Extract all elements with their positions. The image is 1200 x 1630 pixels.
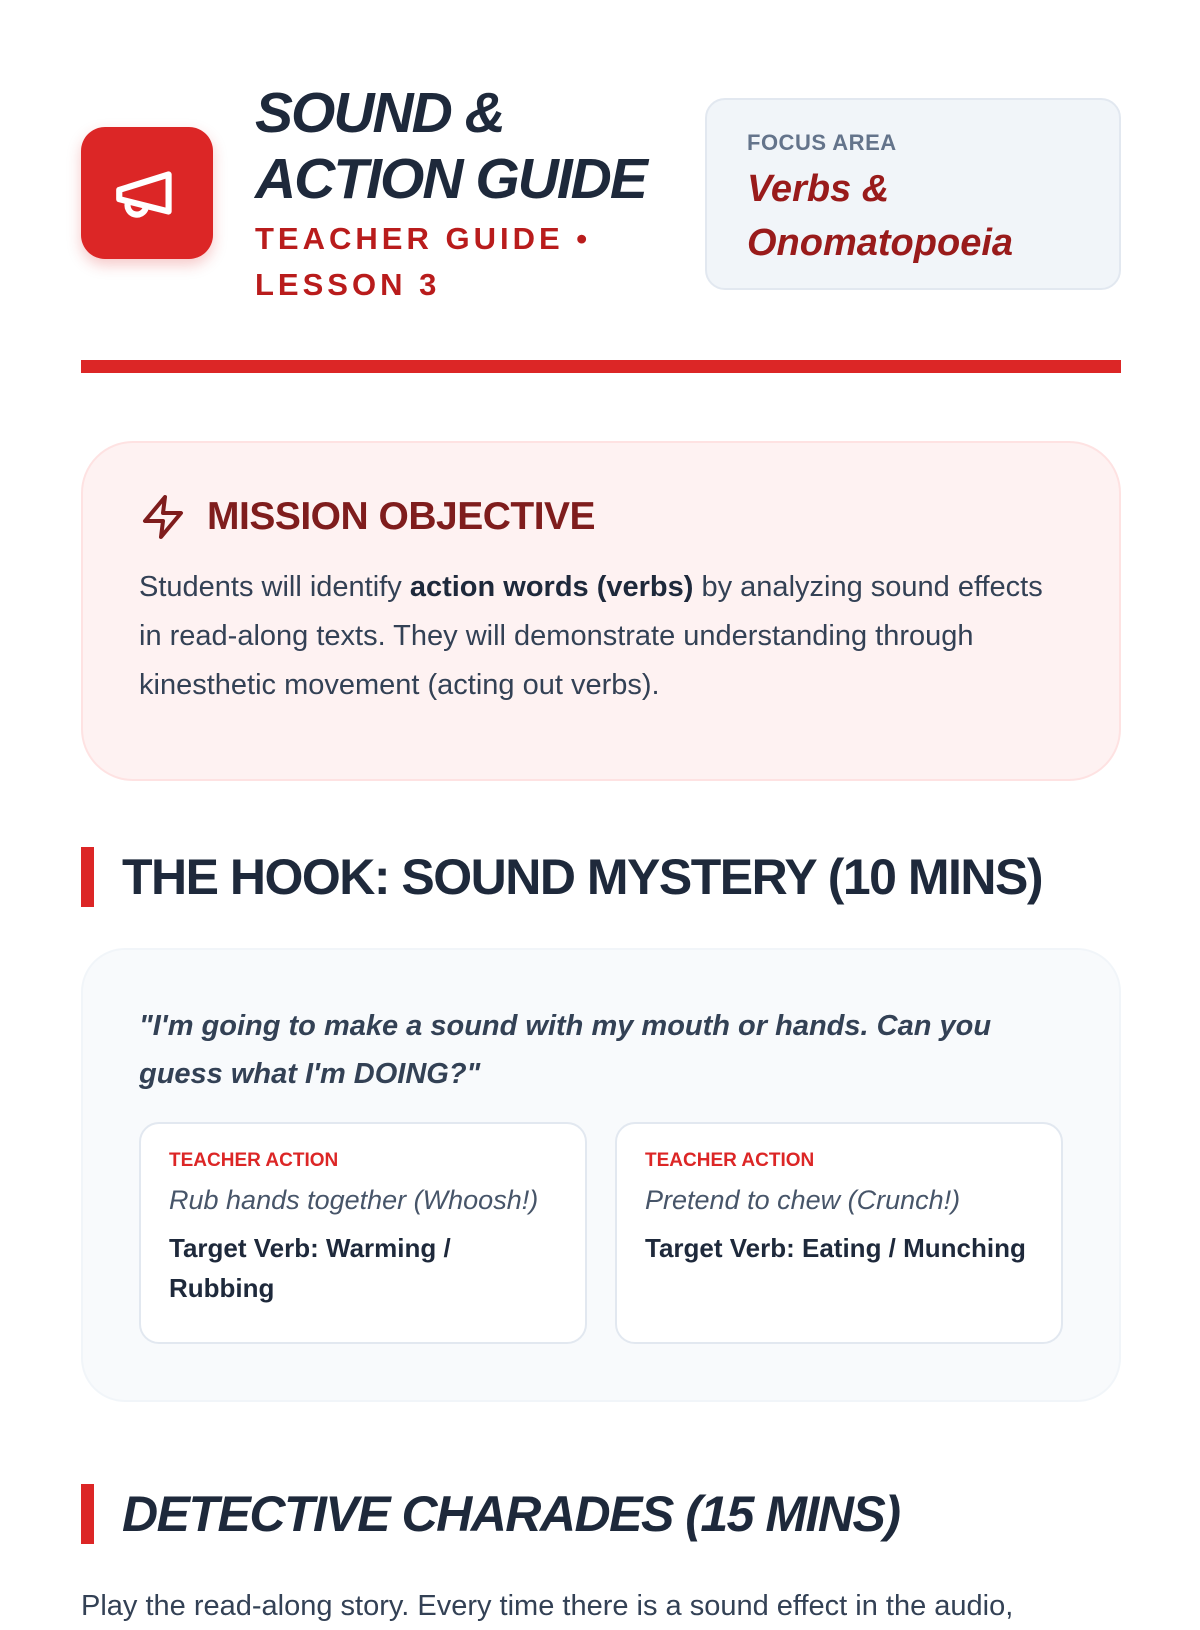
teacher-action-card [615, 1122, 1063, 1344]
guide-subtitle: TEACHER GUIDE • LESSON 3 [255, 221, 592, 302]
lightning-icon [139, 493, 187, 541]
guide-title [255, 80, 695, 212]
teacher-action-label: TEACHER ACTION [169, 1150, 339, 1171]
target-verb: Target Verb: Warming / Rubbing [169, 1233, 451, 1303]
focus-area-label: FOCUS AREA [747, 130, 897, 155]
teacher-action-description: Rub hands together (Whoosh!) [169, 1185, 539, 1215]
charades-section-heading [81, 1484, 1141, 1544]
megaphone-icon [110, 156, 184, 230]
mission-text-start: Students will identify [139, 571, 410, 603]
charades-heading-text: DETECTIVE CHARADES (15 MINS) [122, 1486, 900, 1542]
teacher-action-label: TEACHER ACTION [645, 1150, 815, 1171]
header-divider [81, 360, 1121, 373]
mission-objective-card [81, 441, 1121, 781]
hook-heading-text: THE HOOK: SOUND MYSTERY (10 MINS) [122, 849, 1043, 905]
hook-quote: "I'm going to make a sound with my mouth or hands. Can you guess what I'm DOING?" [139, 1010, 992, 1090]
logo-badge [81, 127, 213, 259]
mission-title: MISSION OBJECTIVE [207, 495, 596, 538]
hook-section-heading [81, 847, 1141, 907]
guide-title-line2: ACTION GUIDE [255, 147, 646, 211]
teacher-action-card [139, 1122, 587, 1344]
guide-header [81, 80, 1121, 320]
hook-card [81, 948, 1121, 1402]
mission-text-end: by analyzing sound effects in read-along texts. They will demonstrate understanding through kinesthetic movement (acting out verbs). [139, 571, 1043, 701]
title-block [255, 80, 695, 308]
mission-text [139, 563, 1063, 710]
target-verb: Target Verb: Eating / Munching [645, 1233, 1026, 1263]
focus-area-card [705, 98, 1121, 290]
heading-accent-bar [81, 1484, 94, 1544]
teacher-action-grid [139, 1122, 1063, 1344]
charades-intro-text: Play the read-along story. Every time there is a sound effect in the audio, [81, 1590, 1014, 1622]
mission-text-emphasis: action words (verbs) [409, 571, 694, 603]
heading-accent-bar [81, 847, 94, 907]
guide-title-line1: SOUND & [255, 81, 504, 145]
focus-area-value: Verbs & Onomatopoeia [747, 168, 1014, 264]
teacher-action-description: Pretend to chew (Crunch!) [645, 1185, 961, 1215]
mission-header [139, 493, 1063, 541]
